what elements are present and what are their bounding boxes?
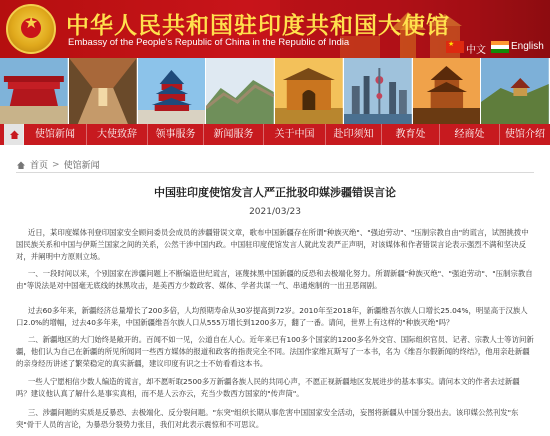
embassy-chinese-title: 中华人民共和国驻印度共和国大使馆	[66, 12, 450, 39]
article-date: 2021/03/23	[249, 207, 301, 217]
nav-item-education-office[interactable]: 教育处	[382, 124, 440, 145]
breadcrumb-home-icon	[16, 160, 26, 170]
main-navigation	[0, 124, 550, 145]
china-flag-icon[interactable]: ★	[446, 41, 464, 53]
nav-item-embassy-news[interactable]: 使馆新闻	[24, 124, 87, 145]
site-banner	[0, 0, 550, 58]
article-paragraph: 三、涉疆问题的实质是反暴恐、去极端化、反分裂问题。"东突"组织长期从事危害中国国家安全活动，妄图将新疆从中国分裂出去。该印媒公然刊发"东突"骨干人员的言论，为暴恐分裂势力张目，我们对此表示震惊和不可思议。	[16, 408, 519, 429]
banner-photo-strip	[0, 58, 550, 124]
photo-pagoda	[413, 58, 482, 124]
nav-item-about-china[interactable]: 关于中国	[264, 124, 326, 145]
photo-shanghai-skyline	[344, 58, 413, 124]
nav-item-ambassador-speech[interactable]: 大使致辞	[87, 124, 148, 145]
article-paragraph: 一些人宁愿相信少数人编造的谎言，却不愿听取2500多万新疆各族人民的共同心声，不愿正视新疆地区发展进步的基本事实。请问本文的作者去过新疆吗？建议他认真了解什么是事实真相，而不是人云亦云，充当少数西方国家的"传声筒"。	[16, 377, 520, 398]
photo-corridor	[69, 58, 138, 124]
article-paragraph: 二、新疆地区的大门始终是敞开的。百闻不如一见，公道自在人心。近年来已有100多个国家的1200多名外交官、国际组织官员、记者、宗教人士等访问新疆，他们认为自己在新疆的所见所闻同一些西方媒体的报道和政客的指责完全不同。法国作家维瓦斯写了一本书，名为《维吾尔假新闻的终结》，他用亲赴新疆的亲身经历讲述了繁荣稳定的真实新疆，建议印度有识之士不妨看看这本书。	[16, 335, 534, 368]
article-paragraph: 过去60多年来，新疆经济总量增长了200多倍，人均预期寿命从30岁提高到72岁。2010年至2018年，新疆维吾尔族人口增长25.04%，明显高于汉族人口2.0%的增幅，过去40多年来，中国新疆维吾尔族人口从555万增长到1200多万，翻了一番。请问，世界上有这样的"种族灭绝"吗？	[16, 306, 528, 327]
language-chinese-link[interactable]: 中文	[466, 45, 486, 56]
nav-item-consular-service[interactable]: 领事服务	[148, 124, 204, 145]
photo-great-wall	[206, 58, 275, 124]
photo-temple-of-heaven	[138, 58, 207, 124]
home-icon	[9, 129, 20, 140]
photo-china-pavilion	[0, 58, 69, 124]
breadcrumb-current-link[interactable]: 使馆新闻	[63, 161, 100, 171]
national-emblem[interactable]: ★	[6, 4, 56, 54]
photo-hilltop-temple	[481, 58, 550, 124]
content-divider	[16, 172, 534, 173]
breadcrumb-separator: >	[52, 159, 60, 170]
language-english-link[interactable]: English	[511, 41, 544, 52]
nav-item-travel-to-india[interactable]: 赴印须知	[326, 124, 382, 145]
photo-city-gate	[275, 58, 344, 124]
nav-item-commercial-office[interactable]: 经商处	[440, 124, 500, 145]
article-title: 中国驻印度使馆发言人严正批驳印媒涉疆错误言论	[154, 186, 396, 199]
article-paragraph: 一、一段时间以来，个别国家在涉疆问题上不断编造世纪谎言，诬蔑抹黑中国新疆的反恐和去极端化努力。所谓新疆"种族灭绝"、"强迫劳动"、"压制宗教自由"等说法是对中国毫无底线的抹黑攻击，是美西方少数政客、媒体、学者共谋一气、串通炮制的一出丑恶闹剧。	[16, 269, 533, 290]
nav-item-about-embassy[interactable]: 使馆介绍	[505, 129, 545, 140]
breadcrumb	[16, 158, 100, 171]
nav-item-news-service[interactable]: 新闻服务	[204, 124, 264, 145]
article-paragraph: 近日，某印度媒体刊登印国家安全顾问委员会成员的涉疆错误文章，歌布中国新疆存在所谓"种族灭绝"、"强迫劳动"、"压制宗教自由"的谎言，试图挑拨中国民族关系和中国与伊斯兰国家之间的关系，公然干涉中国内政。中国驻印度使馆发言人就此发表严正声明，对该媒体和作者错误言论表示强烈不满和坚决反对，并阐明中方原则立场。	[16, 228, 529, 261]
embassy-english-title: Embassy of the People's Republic of China in the Republic of India	[68, 37, 350, 48]
india-flag-icon[interactable]	[491, 41, 509, 53]
nav-home-button[interactable]	[4, 124, 24, 145]
breadcrumb-home-link[interactable]: 首页	[30, 161, 49, 171]
